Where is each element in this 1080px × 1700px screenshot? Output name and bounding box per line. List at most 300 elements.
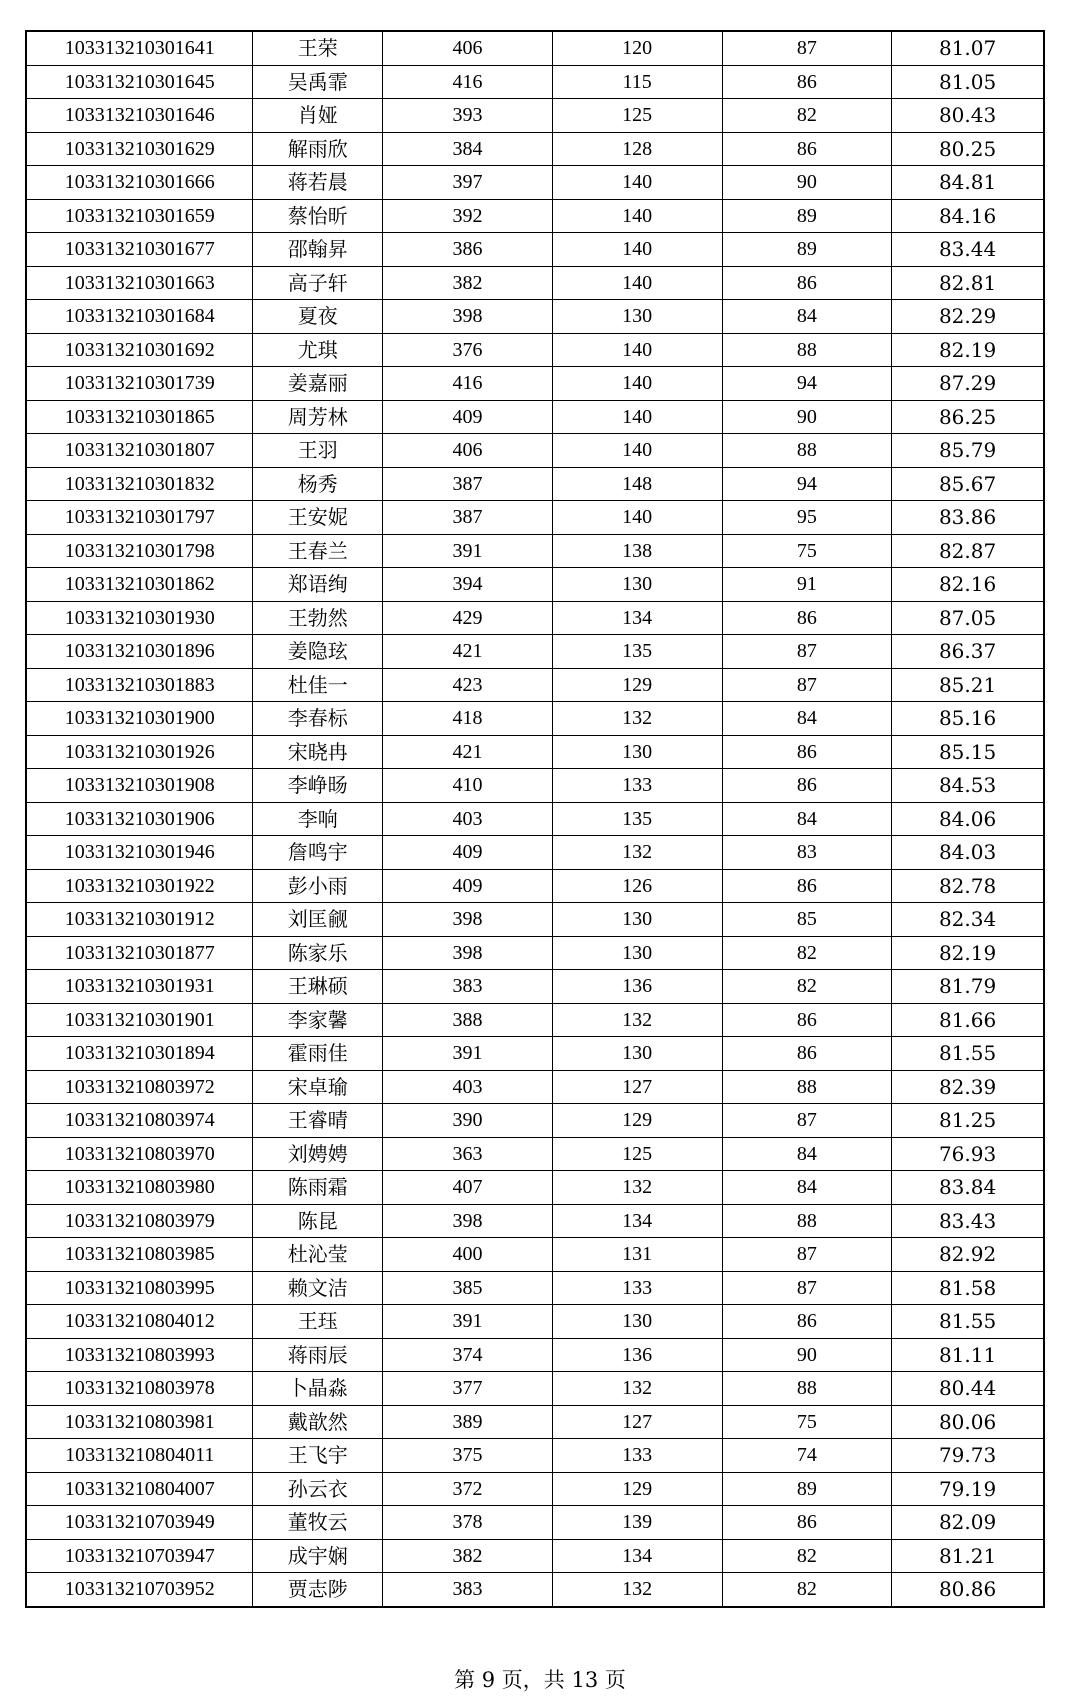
table-row [26,1171,1044,1205]
subject-score-cell: 120 [552,31,722,65]
candidate-id-cell: 103313210804012 [26,1305,253,1339]
candidate-id-cell: 103313210301930 [26,601,253,635]
initial-total-score-cell: 387 [383,467,553,501]
subject-score-cell: 126 [552,869,722,903]
subject-score-cell: 132 [552,702,722,736]
initial-total-score-cell: 382 [383,1539,553,1573]
candidate-name-cell: 贾志陟 [253,1573,383,1607]
interview-score-cell: 84 [722,1137,892,1171]
subject-score-cell: 128 [552,132,722,166]
candidate-name-cell: 尤琪 [253,333,383,367]
subject-score-cell: 140 [552,266,722,300]
candidate-name-cell: 杜佳一 [253,668,383,702]
final-score-cell: 81.11 [892,1338,1044,1372]
final-score-cell: 82.19 [892,936,1044,970]
initial-total-score-cell: 416 [383,367,553,401]
subject-score-cell: 140 [552,166,722,200]
score-table [25,30,1045,1608]
candidate-name-cell: 刘娉娉 [253,1137,383,1171]
table-row [26,1439,1044,1473]
subject-score-cell: 132 [552,836,722,870]
candidate-name-cell: 李春标 [253,702,383,736]
interview-score-cell: 87 [722,1238,892,1272]
subject-score-cell: 129 [552,668,722,702]
initial-total-score-cell: 393 [383,99,553,133]
initial-total-score-cell: 387 [383,501,553,535]
candidate-id-cell: 103313210301663 [26,266,253,300]
initial-total-score-cell: 375 [383,1439,553,1473]
interview-score-cell: 87 [722,1104,892,1138]
final-score-cell: 87.05 [892,601,1044,635]
interview-score-cell: 91 [722,568,892,602]
initial-total-score-cell: 403 [383,802,553,836]
final-score-cell: 86.25 [892,400,1044,434]
subject-score-cell: 130 [552,300,722,334]
table-row [26,1070,1044,1104]
interview-score-cell: 86 [722,769,892,803]
table-row [26,434,1044,468]
initial-total-score-cell: 400 [383,1238,553,1272]
table-row [26,534,1044,568]
subject-score-cell: 140 [552,367,722,401]
final-score-cell: 83.86 [892,501,1044,535]
candidate-id-cell: 103313210301807 [26,434,253,468]
initial-total-score-cell: 429 [383,601,553,635]
subject-score-cell: 135 [552,635,722,669]
interview-score-cell: 88 [722,434,892,468]
interview-score-cell: 74 [722,1439,892,1473]
table-row [26,501,1044,535]
table-row [26,635,1044,669]
subject-score-cell: 140 [552,333,722,367]
interview-score-cell: 75 [722,534,892,568]
candidate-name-cell: 王荣 [253,31,383,65]
subject-score-cell: 148 [552,467,722,501]
subject-score-cell: 130 [552,1305,722,1339]
subject-score-cell: 135 [552,802,722,836]
candidate-id-cell: 103313210301684 [26,300,253,334]
table-row [26,300,1044,334]
candidate-name-cell: 戴歆然 [253,1405,383,1439]
table-row [26,132,1044,166]
subject-score-cell: 134 [552,601,722,635]
table-row [26,1338,1044,1372]
candidate-id-cell: 103313210703949 [26,1506,253,1540]
interview-score-cell: 86 [722,601,892,635]
interview-score-cell: 88 [722,1070,892,1104]
candidate-name-cell: 卜晶淼 [253,1372,383,1406]
initial-total-score-cell: 390 [383,1104,553,1138]
candidate-name-cell: 吴禹霏 [253,65,383,99]
candidate-id-cell: 103313210803972 [26,1070,253,1104]
candidate-name-cell: 蒋雨辰 [253,1338,383,1372]
final-score-cell: 84.16 [892,199,1044,233]
candidate-id-cell: 103313210803970 [26,1137,253,1171]
interview-score-cell: 90 [722,166,892,200]
table-row [26,1506,1044,1540]
candidate-id-cell: 103313210301739 [26,367,253,401]
subject-score-cell: 130 [552,936,722,970]
interview-score-cell: 82 [722,1539,892,1573]
table-row [26,1372,1044,1406]
interview-score-cell: 84 [722,702,892,736]
candidate-id-cell: 103313210803980 [26,1171,253,1205]
final-score-cell: 83.43 [892,1204,1044,1238]
candidate-name-cell: 李峥旸 [253,769,383,803]
initial-total-score-cell: 407 [383,1171,553,1205]
subject-score-cell: 140 [552,233,722,267]
final-score-cell: 87.29 [892,367,1044,401]
candidate-name-cell: 周芳林 [253,400,383,434]
subject-score-cell: 130 [552,1037,722,1071]
subject-score-cell: 125 [552,1137,722,1171]
subject-score-cell: 125 [552,99,722,133]
table-row [26,99,1044,133]
table-row [26,802,1044,836]
candidate-id-cell: 103313210301906 [26,802,253,836]
table-row [26,903,1044,937]
final-score-cell: 79.73 [892,1439,1044,1473]
initial-total-score-cell: 398 [383,903,553,937]
interview-score-cell: 84 [722,300,892,334]
candidate-name-cell: 高子轩 [253,266,383,300]
subject-score-cell: 140 [552,501,722,535]
candidate-id-cell: 103313210804007 [26,1472,253,1506]
interview-score-cell: 95 [722,501,892,535]
final-score-cell: 76.93 [892,1137,1044,1171]
final-score-cell: 82.29 [892,300,1044,334]
final-score-cell: 85.67 [892,467,1044,501]
table-row [26,266,1044,300]
final-score-cell: 84.03 [892,836,1044,870]
candidate-id-cell: 103313210301797 [26,501,253,535]
subject-score-cell: 132 [552,1171,722,1205]
subject-score-cell: 133 [552,769,722,803]
candidate-id-cell: 103313210803979 [26,1204,253,1238]
final-score-cell: 84.06 [892,802,1044,836]
interview-score-cell: 90 [722,400,892,434]
final-score-cell: 81.07 [892,31,1044,65]
table-row [26,970,1044,1004]
table-row [26,1037,1044,1071]
candidate-id-cell: 103313210803985 [26,1238,253,1272]
table-row [26,1238,1044,1272]
initial-total-score-cell: 406 [383,434,553,468]
candidate-id-cell: 103313210301901 [26,1003,253,1037]
table-row [26,568,1044,602]
candidate-name-cell: 解雨欣 [253,132,383,166]
candidate-name-cell: 蒋若晨 [253,166,383,200]
candidate-id-cell: 103313210301900 [26,702,253,736]
candidate-id-cell: 103313210301629 [26,132,253,166]
initial-total-score-cell: 403 [383,1070,553,1104]
subject-score-cell: 138 [552,534,722,568]
table-row [26,1573,1044,1607]
table-row [26,333,1044,367]
candidate-name-cell: 霍雨佳 [253,1037,383,1071]
interview-score-cell: 86 [722,1506,892,1540]
candidate-id-cell: 103313210301896 [26,635,253,669]
subject-score-cell: 130 [552,735,722,769]
candidate-id-cell: 103313210301646 [26,99,253,133]
initial-total-score-cell: 388 [383,1003,553,1037]
interview-score-cell: 83 [722,836,892,870]
candidate-name-cell: 王羽 [253,434,383,468]
subject-score-cell: 139 [552,1506,722,1540]
interview-score-cell: 87 [722,1271,892,1305]
interview-score-cell: 86 [722,65,892,99]
candidate-name-cell: 詹鸣宇 [253,836,383,870]
candidate-id-cell: 103313210301931 [26,970,253,1004]
candidate-id-cell: 103313210301877 [26,936,253,970]
table-row [26,65,1044,99]
final-score-cell: 85.15 [892,735,1044,769]
interview-score-cell: 86 [722,869,892,903]
candidate-id-cell: 103313210301677 [26,233,253,267]
candidate-id-cell: 103313210301908 [26,769,253,803]
table-row [26,31,1044,65]
initial-total-score-cell: 397 [383,166,553,200]
final-score-cell: 85.16 [892,702,1044,736]
subject-score-cell: 129 [552,1104,722,1138]
candidate-name-cell: 宋卓瑜 [253,1070,383,1104]
candidate-name-cell: 孙云衣 [253,1472,383,1506]
candidate-id-cell: 103313210803995 [26,1271,253,1305]
final-score-cell: 86.37 [892,635,1044,669]
interview-score-cell: 75 [722,1405,892,1439]
candidate-name-cell: 王勃然 [253,601,383,635]
initial-total-score-cell: 421 [383,735,553,769]
subject-score-cell: 130 [552,568,722,602]
final-score-cell: 81.55 [892,1305,1044,1339]
interview-score-cell: 89 [722,199,892,233]
candidate-name-cell: 王飞宇 [253,1439,383,1473]
subject-score-cell: 132 [552,1573,722,1607]
final-score-cell: 81.55 [892,1037,1044,1071]
candidate-id-cell: 103313210301912 [26,903,253,937]
candidate-id-cell: 103313210703947 [26,1539,253,1573]
initial-total-score-cell: 391 [383,1305,553,1339]
candidate-id-cell: 103313210301659 [26,199,253,233]
candidate-name-cell: 杜沁莹 [253,1238,383,1272]
candidate-name-cell: 刘匡觎 [253,903,383,937]
table-row [26,1539,1044,1573]
interview-score-cell: 82 [722,970,892,1004]
candidate-name-cell: 夏夜 [253,300,383,334]
candidate-name-cell: 陈昆 [253,1204,383,1238]
initial-total-score-cell: 363 [383,1137,553,1171]
table-row [26,702,1044,736]
candidate-name-cell: 彭小雨 [253,869,383,903]
candidate-id-cell: 103313210301926 [26,735,253,769]
initial-total-score-cell: 374 [383,1338,553,1372]
interview-score-cell: 82 [722,936,892,970]
final-score-cell: 83.84 [892,1171,1044,1205]
interview-score-cell: 85 [722,903,892,937]
initial-total-score-cell: 378 [383,1506,553,1540]
candidate-name-cell: 郑语绚 [253,568,383,602]
initial-total-score-cell: 377 [383,1372,553,1406]
subject-score-cell: 131 [552,1238,722,1272]
subject-score-cell: 134 [552,1539,722,1573]
table-row [26,668,1044,702]
interview-score-cell: 86 [722,266,892,300]
table-row [26,869,1044,903]
final-score-cell: 82.87 [892,534,1044,568]
table-row [26,467,1044,501]
subject-score-cell: 132 [552,1372,722,1406]
subject-score-cell: 127 [552,1405,722,1439]
candidate-id-cell: 103313210301946 [26,836,253,870]
final-score-cell: 81.21 [892,1539,1044,1573]
candidate-id-cell: 103313210301883 [26,668,253,702]
interview-score-cell: 82 [722,99,892,133]
initial-total-score-cell: 382 [383,266,553,300]
candidate-name-cell: 陈家乐 [253,936,383,970]
initial-total-score-cell: 372 [383,1472,553,1506]
final-score-cell: 80.44 [892,1372,1044,1406]
initial-total-score-cell: 421 [383,635,553,669]
initial-total-score-cell: 423 [383,668,553,702]
candidate-name-cell: 宋晓冉 [253,735,383,769]
candidate-name-cell: 姜隐玹 [253,635,383,669]
candidate-id-cell: 103313210803978 [26,1372,253,1406]
initial-total-score-cell: 409 [383,836,553,870]
candidate-name-cell: 王睿晴 [253,1104,383,1138]
final-score-cell: 82.16 [892,568,1044,602]
subject-score-cell: 133 [552,1271,722,1305]
score-table-body [26,31,1044,1607]
final-score-cell: 80.06 [892,1405,1044,1439]
table-row [26,735,1044,769]
initial-total-score-cell: 386 [383,233,553,267]
candidate-id-cell: 103313210301666 [26,166,253,200]
interview-score-cell: 84 [722,1171,892,1205]
initial-total-score-cell: 383 [383,1573,553,1607]
candidate-name-cell: 王春兰 [253,534,383,568]
candidate-id-cell: 103313210301865 [26,400,253,434]
final-score-cell: 80.86 [892,1573,1044,1607]
candidate-name-cell: 邵翰昇 [253,233,383,267]
interview-score-cell: 89 [722,233,892,267]
subject-score-cell: 140 [552,199,722,233]
candidate-id-cell: 103313210803993 [26,1338,253,1372]
candidate-id-cell: 103313210301798 [26,534,253,568]
candidate-name-cell: 陈雨霜 [253,1171,383,1205]
interview-score-cell: 94 [722,367,892,401]
final-score-cell: 81.79 [892,970,1044,1004]
candidate-id-cell: 103313210804011 [26,1439,253,1473]
interview-score-cell: 86 [722,1037,892,1071]
final-score-cell: 83.44 [892,233,1044,267]
candidate-id-cell: 103313210301832 [26,467,253,501]
candidate-name-cell: 姜嘉丽 [253,367,383,401]
table-row [26,367,1044,401]
initial-total-score-cell: 398 [383,936,553,970]
final-score-cell: 85.79 [892,434,1044,468]
candidate-id-cell: 103313210301894 [26,1037,253,1071]
subject-score-cell: 130 [552,903,722,937]
subject-score-cell: 133 [552,1439,722,1473]
interview-score-cell: 89 [722,1472,892,1506]
final-score-cell: 82.92 [892,1238,1044,1272]
interview-score-cell: 84 [722,802,892,836]
candidate-name-cell: 杨秀 [253,467,383,501]
final-score-cell: 84.81 [892,166,1044,200]
final-score-cell: 84.53 [892,769,1044,803]
candidate-id-cell: 103313210301645 [26,65,253,99]
initial-total-score-cell: 392 [383,199,553,233]
initial-total-score-cell: 409 [383,869,553,903]
table-row [26,836,1044,870]
candidate-name-cell: 成宇娴 [253,1539,383,1573]
candidate-name-cell: 肖娅 [253,99,383,133]
final-score-cell: 81.05 [892,65,1044,99]
candidate-id-cell: 103313210301692 [26,333,253,367]
table-row [26,1405,1044,1439]
table-row [26,1204,1044,1238]
candidate-name-cell: 董牧云 [253,1506,383,1540]
table-row [26,1472,1044,1506]
final-score-cell: 80.25 [892,132,1044,166]
interview-score-cell: 88 [722,1372,892,1406]
initial-total-score-cell: 391 [383,1037,553,1071]
candidate-id-cell: 103313210301922 [26,869,253,903]
final-score-cell: 82.78 [892,869,1044,903]
initial-total-score-cell: 389 [383,1405,553,1439]
final-score-cell: 79.19 [892,1472,1044,1506]
initial-total-score-cell: 410 [383,769,553,803]
candidate-name-cell: 蔡怡昕 [253,199,383,233]
interview-score-cell: 88 [722,1204,892,1238]
subject-score-cell: 127 [552,1070,722,1104]
table-row [26,400,1044,434]
table-row [26,1271,1044,1305]
candidate-id-cell: 103313210803981 [26,1405,253,1439]
candidate-name-cell: 王珏 [253,1305,383,1339]
table-row [26,1137,1044,1171]
subject-score-cell: 115 [552,65,722,99]
initial-total-score-cell: 418 [383,702,553,736]
candidate-id-cell: 103313210301862 [26,568,253,602]
interview-score-cell: 87 [722,31,892,65]
final-score-cell: 82.19 [892,333,1044,367]
final-score-cell: 85.21 [892,668,1044,702]
candidate-name-cell: 王安妮 [253,501,383,535]
final-score-cell: 82.81 [892,266,1044,300]
interview-score-cell: 90 [722,1338,892,1372]
initial-total-score-cell: 376 [383,333,553,367]
candidate-id-cell: 103313210301641 [26,31,253,65]
subject-score-cell: 132 [552,1003,722,1037]
candidate-name-cell: 赖文洁 [253,1271,383,1305]
table-row [26,233,1044,267]
final-score-cell: 81.66 [892,1003,1044,1037]
subject-score-cell: 140 [552,400,722,434]
initial-total-score-cell: 384 [383,132,553,166]
page-footer: 第 9 页，共 13 页 [454,1668,626,1692]
table-row [26,199,1044,233]
initial-total-score-cell: 398 [383,1204,553,1238]
interview-score-cell: 87 [722,635,892,669]
initial-total-score-cell: 383 [383,970,553,1004]
candidate-name-cell: 李家馨 [253,1003,383,1037]
final-score-cell: 80.43 [892,99,1044,133]
table-row [26,166,1044,200]
final-score-cell: 81.25 [892,1104,1044,1138]
subject-score-cell: 140 [552,434,722,468]
interview-score-cell: 94 [722,467,892,501]
